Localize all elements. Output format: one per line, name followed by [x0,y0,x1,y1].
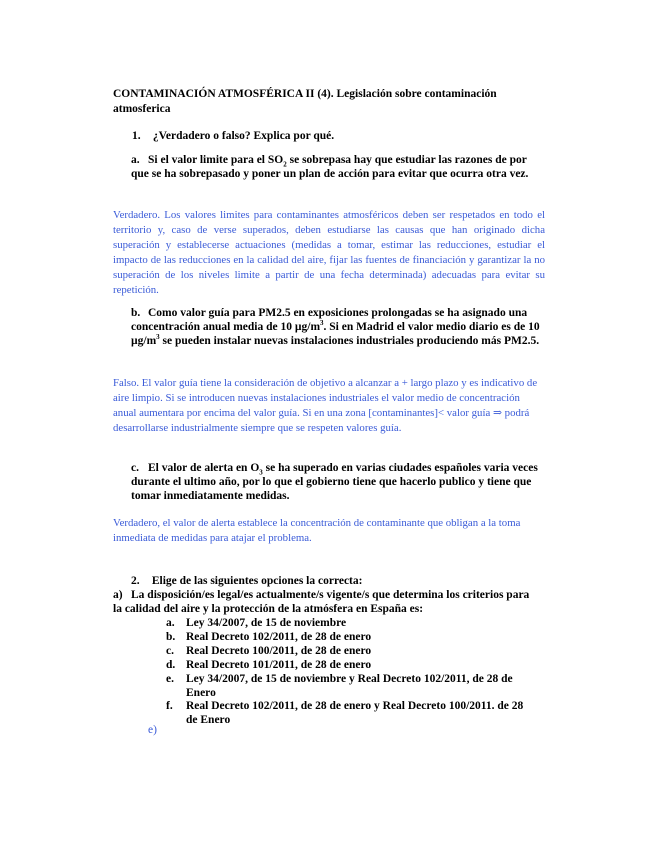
question-1c-subscript: 3 [259,468,263,477]
question-1 [132,130,334,142]
question-1b-text-2: . Si en Madrid el valor medio diario es de 10 µg/m [131,321,540,347]
question-1b-superscript-1: 3 [320,319,324,328]
list-item [166,631,546,645]
option-text: Ley 34/2007, de 15 de noviembre y Real Decreto 102/2011, de 28 de Enero [186,673,513,699]
list-item [166,673,546,700]
option-label: c. [166,645,174,657]
option-text: Real Decreto 101/2011, de 28 de enero [186,659,372,671]
question-2a-label: a) [113,589,123,601]
option-text: Real Decreto 102/2011, de 28 de enero [186,631,372,643]
question-2-text: Elige de las siguientes opciones la correcta: [151,575,363,587]
question-1b-text-3: se pueden instalar nuevas instalaciones industriales produciendo más PM2.5. [159,335,540,347]
question-1b-label: b. [131,307,141,319]
list-item [166,659,546,673]
question-1b [131,306,541,348]
answer-1a: Verdadero. Los valores limites para contaminantes atmosféricos deben ser respetados en todo el territorio y, caso de verse superados, deben estudiarse las causas que han originado dicha superación y establecerse actuaciones (medidas a tomar, estimar las reducciones, estudiar el impacto de las reducciones en la calidad del aire, fijar las fuentes de financiación y garantizar la no superación de los niveles limite a partir de una fecha determinada) adecuadas para evitar su repetición. [113,209,545,296]
option-label: d. [166,659,176,671]
option-label: b. [166,631,176,643]
option-label: f. [166,700,173,712]
list-item [166,617,546,631]
option-text: Ley 34/2007, de 15 de noviembre [186,617,347,629]
question-1b-superscript-2: 3 [156,333,160,342]
question-1c [131,461,541,503]
question-1b-text-1: Como valor guía para PM2.5 en exposiciones prolongadas se ha asignado una concentración anual media de 10 µg/m [131,307,528,333]
question-2 [131,574,541,588]
option-text: Real Decreto 102/2011, de 28 de enero y Real Decreto 100/2011. de 28 de Enero [186,700,524,726]
document-title: CONTAMINACIÓN ATMOSFÉRICA II (4). Legislación sobre contaminación atmosferica [113,88,497,115]
question-2a-text: La disposición/es legal/es actualmente/s vigente/s que determina los criterios para la calidad del aire y la protección de la atmósfera en España es: [113,589,530,615]
question-1a-subscript: 2 [283,160,287,169]
answer-1b-text-1: Falso. El valor guía tiene la consideración de objetivo a alcanzar a + largo plazo y es indicativo de aire limpio. Si se introducen nuevas instalaciones industriales el valor medio de concentración anual aumentara por encima del valor guía. Si en una zona [contaminantes]< valor guía [113,377,538,419]
list-item [166,645,546,659]
answer-2a: e) [148,724,157,736]
list-item [166,700,546,727]
answer-1b-text-2: podrá desarrollarse industrialmente siempre que se respeten valores guía. [113,407,530,434]
question-1c-text-post: se ha superado en varias ciudades españoles varia veces durante el ultimo año, por lo que el gobierno tiene que hacerlo publico y tiene que tomar inmediatamente medidas. [131,462,538,502]
implies-arrow-icon: ⇒ [492,407,502,419]
question-1a-text-post: se sobrepasa hay que estudiar las razones de por que se ha sobrepasado y poner un plan de acción para evitar que ocurra otra vez. [131,154,529,180]
question-1c-label: c. [131,462,139,474]
question-1c-text-pre: El valor de alerta en O [148,462,260,474]
question-2-number: 2. [131,575,140,587]
question-1-number: 1. [132,130,141,142]
question-1a [131,153,541,181]
question-1a-text-pre: Si el valor limite para el SO [148,154,284,166]
answer-1c: Verdadero, el valor de alerta establece la concentración de contaminante que obligan a la toma inmediata de medidas para atajar el problema. [113,517,521,544]
question-2a [113,588,541,616]
option-label: a. [166,617,175,629]
question-1-text: ¿Verdadero o falso? Explica por qué. [152,130,335,142]
option-text: Real Decreto 100/2011, de 28 de enero [186,645,372,657]
answer-1b [113,376,545,436]
question-1a-label: a. [131,154,140,166]
option-label: e. [166,673,174,685]
